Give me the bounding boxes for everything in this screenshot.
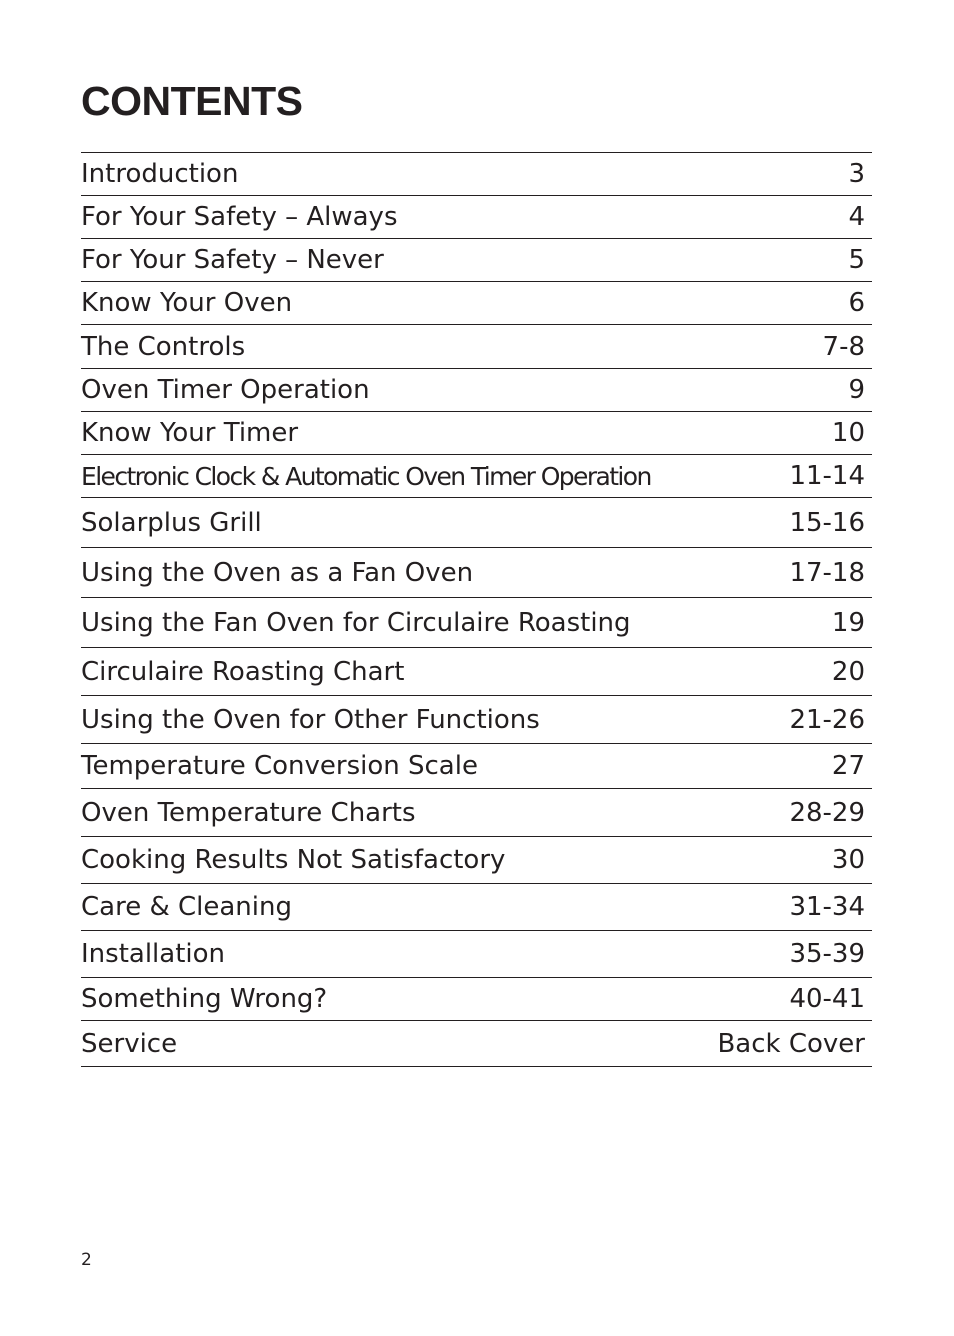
toc-entry-page: 31-34 bbox=[789, 892, 865, 922]
toc-row bbox=[81, 412, 872, 455]
toc-entry-page: 7-8 bbox=[822, 331, 865, 362]
toc-entry-title: For Your Safety – Never bbox=[81, 245, 384, 275]
toc-row bbox=[81, 325, 872, 369]
toc-entry-title: Using the Fan Oven for Circulaire Roasting bbox=[81, 607, 631, 638]
page-number: 2 bbox=[81, 1250, 92, 1270]
toc-entry-page: 40-41 bbox=[789, 984, 865, 1014]
toc-entry-title: Installation bbox=[81, 939, 226, 969]
toc-row bbox=[81, 837, 872, 884]
toc-entry-title: Know Your Timer bbox=[81, 418, 299, 448]
page-title: CONTENTS bbox=[81, 78, 303, 124]
toc-row bbox=[81, 1021, 872, 1067]
toc-row bbox=[81, 931, 872, 978]
toc-entry-page: 30 bbox=[831, 845, 865, 875]
toc-entry-title: Using the Oven for Other Functions bbox=[81, 704, 540, 735]
toc-entry-title: Cooking Results Not Satisfactory bbox=[81, 845, 506, 875]
toc-entry-title: Introduction bbox=[81, 159, 239, 189]
toc-entry-page: 28-29 bbox=[789, 797, 865, 828]
toc-row bbox=[81, 153, 872, 196]
toc-entry-title: Something Wrong? bbox=[81, 984, 328, 1014]
toc-row bbox=[81, 455, 872, 498]
toc-entry-title: Know Your Oven bbox=[81, 288, 293, 318]
toc-entry-title: Service bbox=[81, 1028, 178, 1059]
toc-entry-page: 6 bbox=[848, 288, 865, 318]
toc-entry-title: Circulaire Roasting Chart bbox=[81, 656, 405, 687]
toc-entry-page: 11-14 bbox=[789, 461, 865, 491]
toc-row bbox=[81, 648, 872, 696]
toc-row bbox=[81, 598, 872, 648]
toc-entry-page: 35-39 bbox=[789, 939, 865, 969]
toc-entry-title: Using the Oven as a Fan Oven bbox=[81, 557, 474, 588]
toc-row bbox=[81, 196, 872, 239]
toc-row bbox=[81, 884, 872, 931]
toc-entry-title: Temperature Conversion Scale bbox=[81, 751, 478, 781]
toc-entry-page: 5 bbox=[848, 245, 865, 275]
toc-entry-page: 21-26 bbox=[789, 704, 865, 735]
toc-row bbox=[81, 369, 872, 412]
toc-entry-title: Oven Timer Operation bbox=[81, 375, 370, 405]
toc-entry-title: Oven Temperature Charts bbox=[81, 797, 416, 828]
toc-row bbox=[81, 498, 872, 548]
toc-entry-page: 3 bbox=[848, 159, 865, 189]
toc-entry-title: Solarplus Grill bbox=[81, 507, 262, 538]
table-of-contents bbox=[81, 152, 872, 1067]
toc-row bbox=[81, 239, 872, 282]
toc-row bbox=[81, 696, 872, 744]
toc-entry-title: The Controls bbox=[81, 331, 246, 362]
toc-entry-page: 9 bbox=[848, 375, 865, 405]
toc-entry-page: 17-18 bbox=[789, 557, 865, 588]
toc-entry-title: Electronic Clock & Automatic Oven Timer Operation bbox=[81, 461, 651, 491]
toc-row bbox=[81, 282, 872, 325]
toc-entry-title: Care & Cleaning bbox=[81, 892, 292, 922]
toc-row bbox=[81, 548, 872, 598]
toc-row bbox=[81, 789, 872, 837]
toc-row bbox=[81, 978, 872, 1021]
toc-entry-page: 4 bbox=[848, 202, 865, 232]
toc-entry-title: For Your Safety – Always bbox=[81, 202, 398, 232]
toc-row bbox=[81, 744, 872, 789]
toc-entry-page: 10 bbox=[831, 418, 865, 448]
toc-entry-page: 20 bbox=[831, 656, 865, 687]
toc-entry-page: 27 bbox=[831, 751, 865, 781]
toc-entry-page: 19 bbox=[831, 607, 865, 638]
toc-entry-page: Back Cover bbox=[717, 1028, 865, 1059]
toc-entry-page: 15-16 bbox=[789, 507, 865, 538]
